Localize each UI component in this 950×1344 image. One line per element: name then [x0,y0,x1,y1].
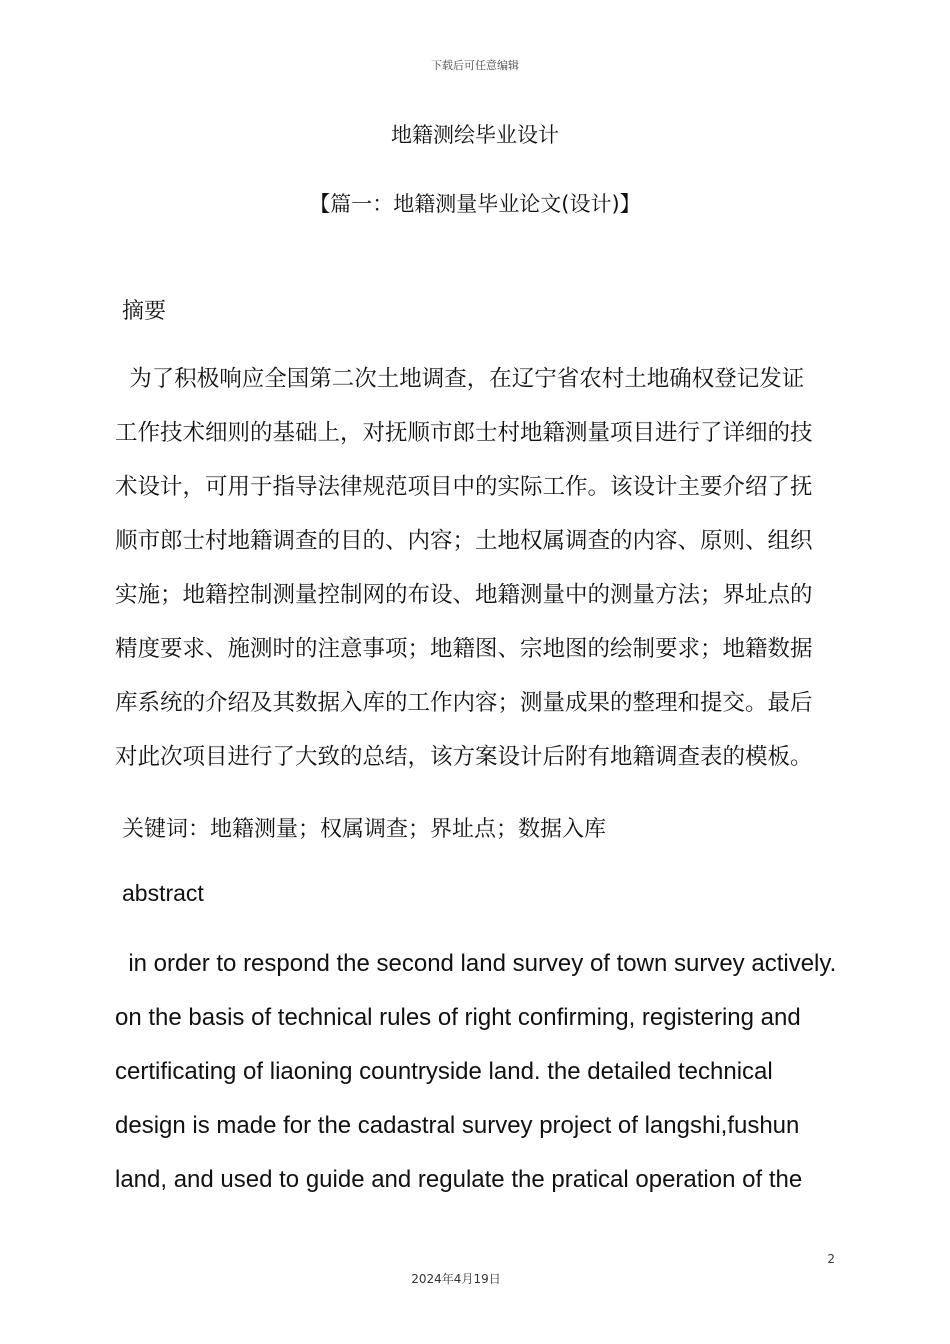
abstract-heading: 摘要 [122,299,167,324]
abstract-cn-line: 术设计，可用于指导法律规范项目中的实际工作。该设计主要介绍了抚 [115,474,813,500]
abstract-en-line: design is made for the cadastral survey project of langshi,fushun [115,1112,800,1139]
abstract-cn-line: 实施；地籍控制测量控制网的布设、地籍测量中的测量方法；界址点的 [115,582,813,608]
page-footer-date: 2024年4月19日 [411,1272,501,1286]
page-header: 下载后可任意编辑 [431,59,519,72]
abstract-cn-line: 顺市郎士村地籍调查的目的、内容；土地权属调查的内容、原则、组织 [115,528,813,554]
abstract-cn-line: 库系统的介绍及其数据入库的工作内容；测量成果的整理和提交。最后 [115,690,813,716]
abstract-cn-line: 为了积极响应全国第二次土地调查，在辽宁省农村土地确权登记发证 [115,366,805,392]
abstract-en-paragraph [115,937,835,1207]
abstract-en-line: certificating of liaoning countryside land. the detailed technical [115,1058,773,1085]
document-title: 地籍测绘毕业设计 [391,123,559,147]
page-number: 2 [827,1252,835,1266]
abstract-cn-paragraph [115,352,835,784]
abstract-cn-line: 对此次项目进行了大致的总结，该方案设计后附有地籍调查表的模板。 [115,744,813,770]
abstract-en-line: land, and used to guide and regulate the pratical operation of the [115,1166,803,1193]
abstract-en-line: on the basis of technical rules of right confirming, registering and [115,1004,801,1031]
document-subtitle: 【篇一：地籍测量毕业论文(设计)】 [309,192,641,216]
abstract-en-heading: abstract [122,880,204,906]
abstract-cn-line: 工作技术细则的基础上，对抚顺市郎士村地籍测量项目进行了详细的技 [115,420,813,446]
keywords-line: 关键词：地籍测量；权属调查；界址点；数据入库 [122,817,607,842]
abstract-cn-line: 精度要求、施测时的注意事项；地籍图、宗地图的绘制要求；地籍数据 [115,636,813,662]
abstract-en-line: in order to respond the second land survey of town survey actively. [115,950,837,977]
